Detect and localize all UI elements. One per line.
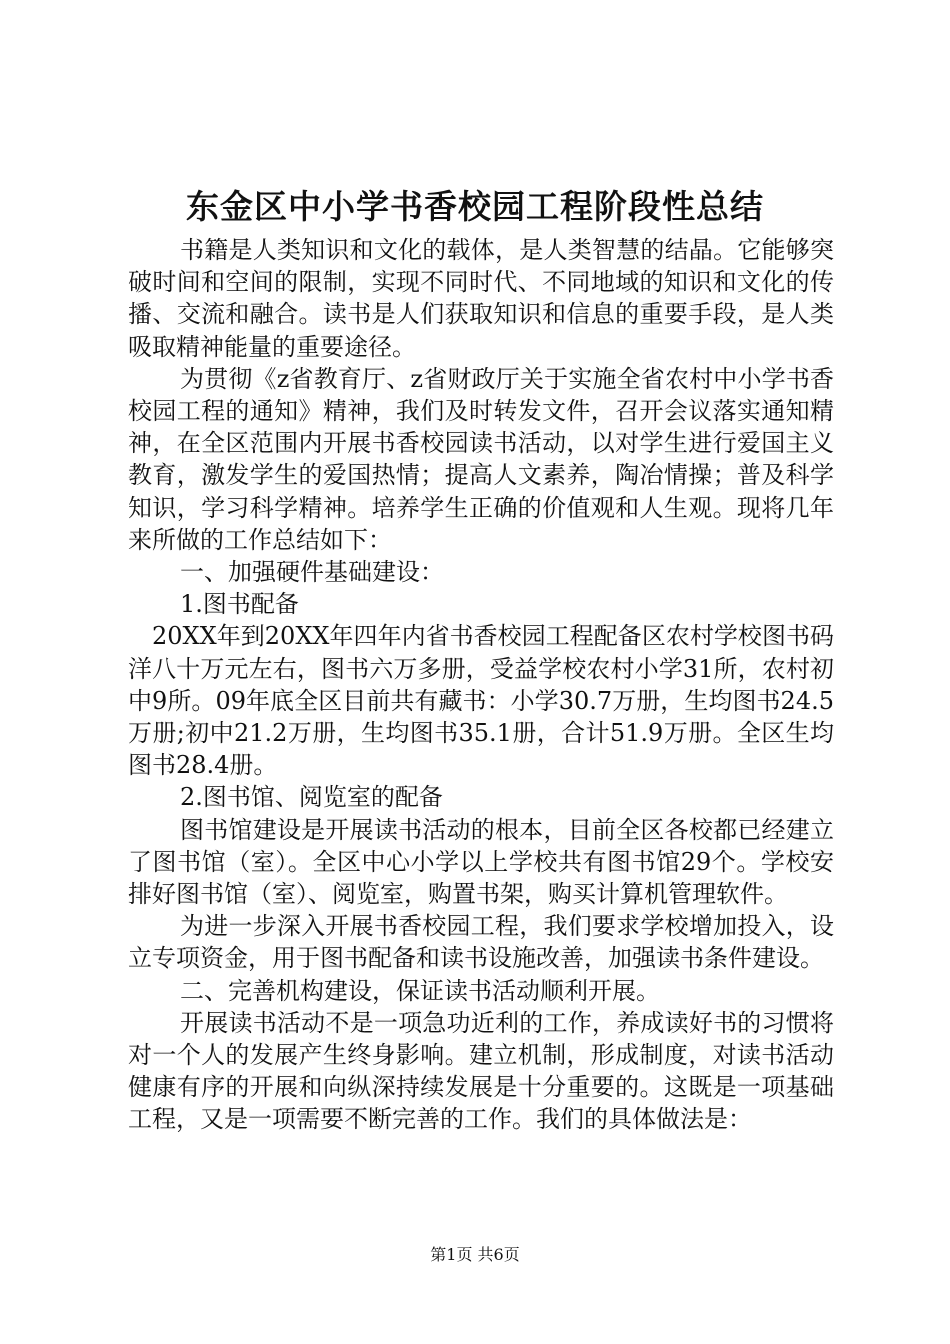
paragraph-library: 图书馆建设是开展读书活动的根本，目前全区各校都已经建立了图书馆（室）。全区中心小学以上学校共有图书馆29个。学校安排好图书馆（室）、阅览室，购置书架，购买计算机管理软件。 xyxy=(128,815,834,909)
paragraph-purpose: 为贯彻《z省教育厅、z省财政厅关于实施全省农村中小学书香校园工程的通知》精神，我们及时转发文件，召开会议落实通知精神，在全区范围内开展书香校园读书活动，以对学生进行爱国主义教育，激发学生的爱国热情；提高人文素养，陶冶情操；普及科学知识，学习科学精神。培养学生正确的价值观和人生观。现将几年来所做的工作总结如下： xyxy=(128,364,834,554)
document-body xyxy=(128,234,834,1136)
section-heading-organization: 二、完善机构建设，保证读书活动顺利开展。 xyxy=(180,976,660,1005)
subsection-heading-books: 1.图书配备 xyxy=(180,590,299,619)
paragraph-books: 20XX年到20XX年四年内省书香校园工程配备区农村学校图书码洋八十万元左右，图书六万多册，受益学校农村小学31所，农村初中9所。09年底全区目前共有藏书：小学30.7万册，生均图书24.5万册;初中21.2万册，生均图书35.1册，合计51.9万册。全区生均图书28.4册。 xyxy=(128,622,834,780)
document-title: 东金区中小学书香校园工程阶段性总结 xyxy=(186,187,764,226)
paragraph-intro: 书籍是人类知识和文化的载体，是人类智慧的结晶。它能够突破时间和空间的限制，实现不同时代、不同地域的知识和文化的传播、交流和融合。读书是人们获取知识和信息的重要手段，是人类吸取精神能量的重要途径。 xyxy=(128,236,834,361)
paragraph-investment: 为进一步深入开展书香校园工程，我们要求学校增加投入，设立专项资金，用于图书配备和读书设施改善，加强读书条件建设。 xyxy=(128,912,834,973)
page-footer: 第1页 共6页 xyxy=(430,1245,520,1264)
paragraph-organization: 开展读书活动不是一项急功近利的工作，养成读好书的习惯将对一个人的发展产生终身影响。建立机制，形成制度，对读书活动健康有序的开展和向纵深持续发展是十分重要的。这既是一项基础工程，又是一项需要不断完善的工作。我们的具体做法是： xyxy=(128,1008,834,1134)
subsection-heading-library: 2.图书馆、阅览室的配备 xyxy=(180,783,443,812)
section-heading-hardware: 一、加强硬件基础建设： xyxy=(180,558,444,587)
